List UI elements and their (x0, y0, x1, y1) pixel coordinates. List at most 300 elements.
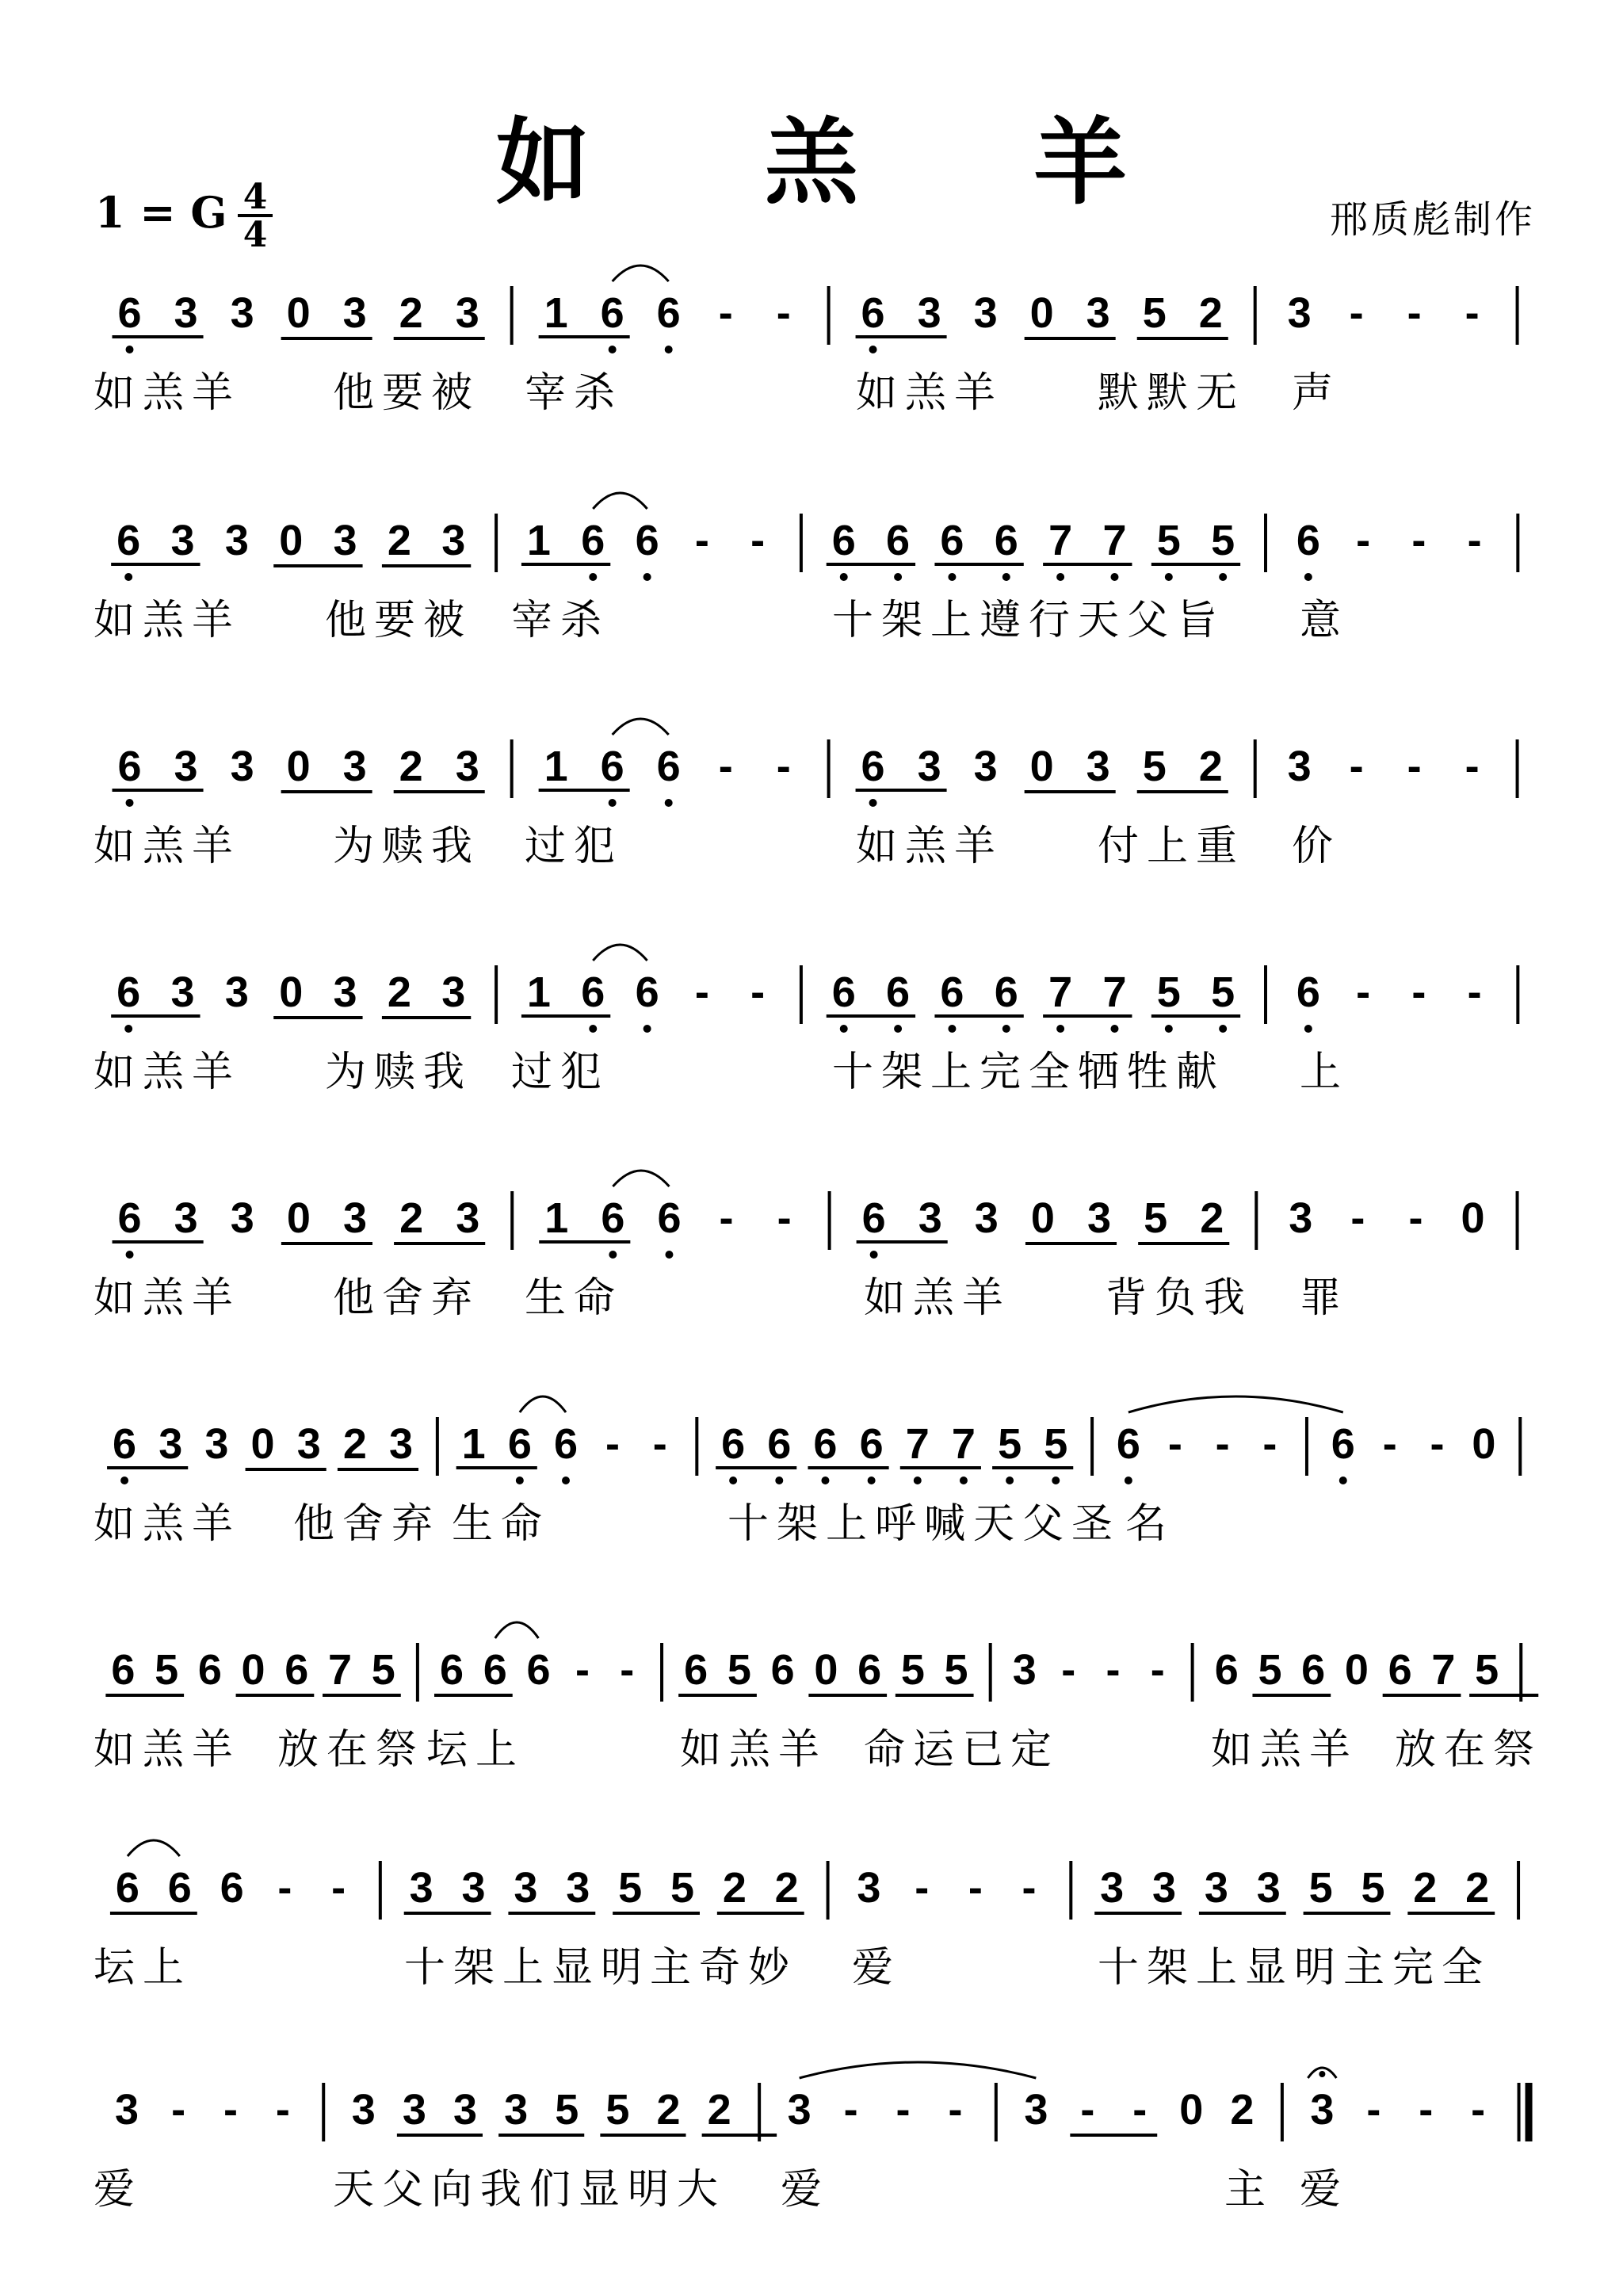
lyric-text: 过犯 (511, 1049, 610, 1096)
lyric-text: 十架上显明主奇妙 (404, 1944, 798, 1992)
tie-arc (613, 266, 669, 281)
note: 5 (1211, 968, 1235, 1016)
lyric-text: 上 (1300, 1049, 1350, 1096)
note: 0 (1029, 743, 1054, 790)
octave-dot (1304, 573, 1312, 581)
note: 2 (387, 517, 411, 564)
note: 5 (727, 1646, 751, 1694)
final-barline (1526, 2083, 1533, 2141)
note: 0 (1030, 1194, 1055, 1242)
dash-extension: - (718, 289, 733, 337)
note: 6 (117, 743, 142, 790)
dash-extension: - (948, 2086, 963, 2134)
note: 6 (656, 743, 681, 790)
dash-extension: - (1411, 968, 1426, 1016)
note: 3 (973, 743, 998, 790)
dash-extension: - (1408, 1194, 1423, 1242)
note: 6 (220, 1864, 244, 1912)
note: 0 (286, 289, 311, 337)
dash-extension: - (1106, 1646, 1121, 1694)
note: 2 (387, 968, 411, 1016)
note: 6 (831, 968, 856, 1016)
time-signature-bottom: 4 (242, 215, 268, 255)
note: 1 (544, 743, 568, 790)
note: 3 (453, 2086, 478, 2134)
lyric-text: 如羔羊 (680, 1726, 828, 1774)
note: 3 (1086, 289, 1110, 337)
dash-extension: - (1467, 968, 1482, 1016)
dash-extension: - (1061, 1646, 1076, 1694)
note: 6 (1296, 517, 1320, 564)
note: 3 (441, 517, 466, 564)
note: 5 (555, 2086, 579, 2134)
tie-arc (800, 2062, 1037, 2078)
notation-line (94, 493, 1518, 644)
note: 0 (1029, 289, 1054, 337)
note: 0 (1179, 2086, 1204, 2134)
dash-extension: - (620, 1646, 635, 1694)
note: 3 (158, 1420, 183, 1468)
note: 6 (111, 1646, 136, 1694)
octave-dot (665, 1251, 673, 1259)
dash-extension: - (331, 1864, 346, 1912)
dash-extension: - (1349, 289, 1364, 337)
note: 2 (656, 2086, 681, 2134)
note: 7 (905, 1420, 930, 1468)
note: 3 (514, 1864, 538, 1912)
note: 3 (455, 743, 479, 790)
octave-dot (1002, 573, 1010, 581)
note: 3 (170, 517, 195, 564)
tie-arc (128, 1840, 180, 1856)
lyric-text: 生命 (452, 1500, 551, 1548)
dash-extension: - (652, 1420, 667, 1468)
note: 7 (1102, 517, 1127, 564)
note: 6 (601, 1194, 625, 1242)
note: 6 (813, 1420, 838, 1468)
note: 6 (861, 289, 885, 337)
octave-dot (821, 1477, 829, 1484)
note: 2 (774, 1864, 799, 1912)
time-signature-top: 4 (242, 177, 268, 217)
note: 6 (857, 1646, 882, 1694)
note: 3 (342, 1194, 368, 1242)
note: 6 (721, 1420, 746, 1468)
note: 3 (974, 1194, 999, 1242)
tie-arc (613, 1171, 669, 1186)
octave-dot (609, 799, 617, 807)
lyric-text: 如羔羊 (94, 1726, 242, 1774)
note: 3 (1024, 2086, 1048, 2134)
lyric-text: 他要被 (325, 597, 473, 644)
note: 0 (1461, 1194, 1485, 1242)
octave-dot (124, 1025, 132, 1033)
octave-dot (894, 1025, 902, 1033)
note: 5 (1044, 1420, 1068, 1468)
octave-dot (1006, 1477, 1014, 1484)
note: 6 (684, 1646, 708, 1694)
dash-extension: - (968, 1864, 983, 1912)
dash-extension: - (694, 517, 709, 564)
dash-extension: - (750, 517, 766, 564)
note: 1 (544, 1194, 569, 1242)
dash-extension: - (171, 2086, 186, 2134)
lyric-text: 十架上显明主完全 (1098, 1944, 1491, 1992)
notation-line (94, 1622, 1542, 1774)
dash-extension: - (1215, 1420, 1230, 1468)
dash-extension: - (1262, 1420, 1277, 1468)
note: 6 (1214, 1646, 1239, 1694)
dash-extension: - (777, 1194, 792, 1242)
note: 5 (371, 1646, 395, 1694)
lyric-text: 主 (1224, 2166, 1274, 2214)
note: 5 (1258, 1646, 1282, 1694)
octave-dot (609, 346, 617, 353)
octave-dot (562, 1477, 570, 1484)
lyric-text: 他舍弃 (333, 1274, 481, 1322)
lyric-text: 宰杀 (525, 369, 624, 417)
octave-dot (869, 799, 877, 807)
note: 3 (1287, 743, 1312, 790)
note: 6 (1296, 968, 1320, 1016)
note: 0 (814, 1646, 838, 1694)
dash-extension: - (1407, 289, 1422, 337)
note: 6 (507, 1420, 532, 1468)
lyric-text: 为赎我 (325, 1049, 473, 1096)
notation-line (94, 719, 1518, 870)
note: 6 (1301, 1646, 1326, 1694)
lyric-text: 如羔羊 (1211, 1726, 1359, 1774)
note: 6 (940, 968, 964, 1016)
lyric-text: 过犯 (525, 823, 624, 870)
dash-extension: - (1080, 2086, 1095, 2134)
note: 6 (526, 1646, 551, 1694)
note: 3 (224, 968, 249, 1016)
octave-dot (665, 346, 673, 353)
octave-dot (1125, 1477, 1132, 1484)
note: 3 (115, 2086, 139, 2134)
octave-dot (914, 1477, 922, 1484)
note: 1 (461, 1420, 486, 1468)
dash-extension: - (1356, 517, 1371, 564)
note: 6 (861, 743, 885, 790)
octave-dot (960, 1477, 968, 1484)
dash-extension: - (843, 2086, 858, 2134)
song-title: 如 羔 羊 (495, 108, 1199, 217)
note: 3 (917, 743, 941, 790)
dash-extension: - (718, 743, 733, 790)
note: 7 (951, 1420, 976, 1468)
lyric-text: 如羔羊 (94, 1049, 242, 1096)
note: 5 (1144, 1194, 1168, 1242)
dash-extension: - (223, 2086, 238, 2134)
dash-extension: - (1471, 2086, 1486, 2134)
lyric-text: 罪 (1300, 1274, 1350, 1322)
note: 6 (1388, 1646, 1412, 1694)
lyric-text: 如羔羊 (94, 597, 242, 644)
note: 6 (1331, 1420, 1355, 1468)
dash-extension: - (1356, 968, 1371, 1016)
note: 6 (767, 1420, 792, 1468)
tie-arc (495, 1622, 539, 1638)
note: 6 (635, 968, 659, 1016)
note: 5 (1308, 1864, 1333, 1912)
lyric-text: 默默无 (1098, 369, 1246, 417)
key-text: 1 = G (95, 187, 227, 238)
dash-extension: - (915, 1864, 930, 1912)
note: 6 (116, 517, 141, 564)
note: 1 (526, 517, 551, 564)
note: 6 (113, 1420, 137, 1468)
note: 2 (1230, 2086, 1254, 2134)
lyric-text: 命运已 (864, 1726, 1012, 1774)
note: 3 (342, 289, 367, 337)
note: 2 (399, 1194, 424, 1242)
octave-dot (516, 1477, 524, 1484)
note: 5 (1156, 517, 1181, 564)
lyric-text: 天父向我们显明大 (333, 2166, 727, 2214)
note: 6 (770, 1646, 795, 1694)
octave-dot (124, 573, 132, 581)
dash-extension: - (575, 1646, 590, 1694)
lyric-text: 如羔羊 (856, 369, 1004, 417)
note: 7 (1431, 1646, 1456, 1694)
dash-extension: - (1465, 289, 1480, 337)
dash-extension: - (277, 1864, 292, 1912)
octave-dot (589, 1025, 597, 1033)
note: 3 (204, 1420, 229, 1468)
lyric-text: 意 (1300, 597, 1350, 644)
dash-extension: - (776, 743, 791, 790)
note: 6 (886, 968, 911, 1016)
note: 5 (605, 2086, 630, 2134)
note: 2 (399, 289, 423, 337)
octave-dot (840, 573, 848, 581)
note: 7 (1102, 968, 1127, 1016)
note: 2 (1198, 289, 1223, 337)
octave-dot (775, 1477, 783, 1484)
note: 6 (861, 1194, 886, 1242)
note: 3 (1086, 743, 1110, 790)
note: 2 (722, 1864, 747, 1912)
note: 3 (787, 2086, 812, 2134)
note: 5 (1142, 743, 1167, 790)
dash-extension: - (1465, 743, 1480, 790)
lyric-text: 为赎我 (333, 823, 481, 870)
dash-extension: - (1382, 1420, 1397, 1468)
octave-dot (1165, 573, 1173, 581)
note: 1 (544, 289, 568, 337)
lyric-text: 宰杀 (511, 597, 610, 644)
dash-extension: - (1411, 517, 1426, 564)
octave-dot (126, 1251, 134, 1259)
octave-dot (120, 1477, 128, 1484)
tie-arc (520, 1396, 566, 1412)
dash-extension: - (1430, 1420, 1445, 1468)
lyric-text: 十架上呼喊天父圣 (727, 1500, 1121, 1548)
octave-dot (948, 573, 956, 581)
note: 6 (115, 1864, 139, 1912)
note: 3 (389, 1420, 414, 1468)
note: 2 (1413, 1864, 1438, 1912)
octave-dot (894, 573, 902, 581)
note: 3 (1287, 289, 1312, 337)
note: 6 (1116, 1420, 1140, 1468)
note: 3 (342, 743, 367, 790)
lyric-text: 付上重 (1098, 823, 1246, 870)
octave-dot (868, 1477, 876, 1484)
note: 3 (1289, 1194, 1313, 1242)
note: 7 (328, 1646, 353, 1694)
note: 3 (402, 2086, 426, 2134)
note: 3 (230, 1194, 254, 1242)
octave-dot (609, 1251, 617, 1259)
dash-extension: - (1167, 1420, 1182, 1468)
note: 3 (333, 968, 357, 1016)
note: 3 (351, 2086, 376, 2134)
tie-arc (593, 945, 647, 961)
lyric-text: 如羔羊 (856, 823, 1004, 870)
note: 0 (279, 968, 304, 1016)
dash-extension: - (1150, 1646, 1165, 1694)
note: 5 (1475, 1646, 1499, 1694)
octave-dot (1110, 573, 1118, 581)
note: 3 (461, 1864, 486, 1912)
dash-extension: - (1467, 517, 1482, 564)
lyric-text: 爱 (1300, 2166, 1350, 2214)
note: 3 (1256, 1864, 1281, 1912)
note: 6 (831, 517, 856, 564)
octave-dot (1056, 573, 1064, 581)
octave-dot (840, 1025, 848, 1033)
dash-extension: - (750, 968, 766, 1016)
notation-line (94, 1171, 1518, 1322)
octave-dot (1304, 1025, 1312, 1033)
note: 3 (918, 1194, 942, 1242)
note: 6 (886, 517, 911, 564)
lyric-text: 十架上完全牺牲献 (832, 1049, 1226, 1096)
notation-line (94, 2062, 1533, 2214)
lyric-text: 坛上 (94, 1944, 193, 1992)
note: 3 (409, 1864, 433, 1912)
note: 6 (581, 968, 605, 1016)
lyric-text: 如羔羊 (94, 823, 242, 870)
dash-extension: - (694, 968, 709, 1016)
note: 3 (917, 289, 941, 337)
tie-arc (1128, 1396, 1343, 1412)
octave-dot (1219, 573, 1227, 581)
lyric-text: 爱 (781, 2166, 831, 2214)
lyric-text: 生命 (525, 1274, 624, 1322)
note: 6 (656, 289, 681, 337)
lyric-text: 名 (1125, 1500, 1175, 1548)
note: 2 (342, 1420, 367, 1468)
lyric-text: 坛上 (426, 1726, 525, 1774)
dash-extension: - (1132, 2086, 1148, 2134)
tie-arc (593, 493, 647, 509)
note: 3 (174, 743, 198, 790)
dash-extension: - (896, 2086, 911, 2134)
octave-dot (1002, 1025, 1010, 1033)
note: 3 (170, 968, 195, 1016)
note: 6 (439, 1646, 464, 1694)
note: 6 (994, 968, 1018, 1016)
note: 6 (553, 1420, 579, 1468)
note: 3 (174, 289, 198, 337)
note: 3 (455, 289, 479, 337)
note: 0 (241, 1646, 265, 1694)
note: 6 (483, 1646, 507, 1694)
octave-dot (870, 1251, 878, 1259)
lyric-text: 背负我 (1106, 1274, 1254, 1322)
note: 3 (174, 1194, 198, 1242)
note: 0 (286, 1194, 311, 1242)
lyric-text: 爱 (94, 2166, 143, 2214)
lyric-text: 如羔羊 (864, 1274, 1012, 1322)
note: 6 (600, 743, 624, 790)
note: 3 (333, 517, 357, 564)
lyric-text: 声 (1292, 369, 1342, 417)
octave-dot (589, 573, 597, 581)
note: 6 (657, 1194, 682, 1242)
note: 5 (1361, 1864, 1385, 1912)
octave-dot (126, 346, 134, 353)
note: 5 (155, 1646, 179, 1694)
octave-dot (948, 1025, 956, 1033)
note: 2 (1465, 1864, 1490, 1912)
note: 3 (1152, 1864, 1177, 1912)
notation-line (94, 1396, 1520, 1548)
note: 3 (230, 289, 254, 337)
note: 5 (900, 1646, 925, 1694)
octave-dot (869, 346, 877, 353)
note: 5 (1142, 289, 1167, 337)
note: 2 (1200, 1194, 1224, 1242)
note: 3 (566, 1864, 590, 1912)
note: 0 (1472, 1420, 1496, 1468)
note: 3 (296, 1420, 321, 1468)
octave-dot (1219, 1025, 1227, 1033)
lyric-text: 放在祭 (277, 1726, 426, 1774)
note: 2 (1198, 743, 1223, 790)
lyric-text: 如羔羊 (94, 1274, 242, 1322)
note: 6 (859, 1420, 884, 1468)
octave-dot (1339, 1477, 1347, 1484)
dash-extension: - (1350, 1194, 1365, 1242)
note: 5 (944, 1646, 968, 1694)
lyric-text: 十架上遵行天父旨 (832, 597, 1226, 644)
octave-dot (1056, 1025, 1064, 1033)
note: 6 (581, 517, 605, 564)
note: 6 (994, 517, 1018, 564)
note: 7 (1048, 517, 1073, 564)
credit: 邢质彪制作 (1329, 197, 1536, 242)
fermata-dot (1319, 2071, 1325, 2077)
note: 6 (600, 289, 624, 337)
notation-line (94, 266, 1518, 417)
note: 7 (1048, 968, 1073, 1016)
note: 3 (230, 743, 254, 790)
note: 3 (441, 968, 466, 1016)
notation-line (94, 945, 1518, 1096)
note: 2 (399, 743, 423, 790)
note: 0 (1344, 1646, 1369, 1694)
lyric-text: 爱 (852, 1944, 902, 1992)
note: 5 (670, 1864, 695, 1912)
note: 3 (1087, 1194, 1112, 1242)
lyric-text: 他舍弃 (293, 1500, 441, 1548)
lyric-text: 如羔羊 (94, 1500, 242, 1548)
